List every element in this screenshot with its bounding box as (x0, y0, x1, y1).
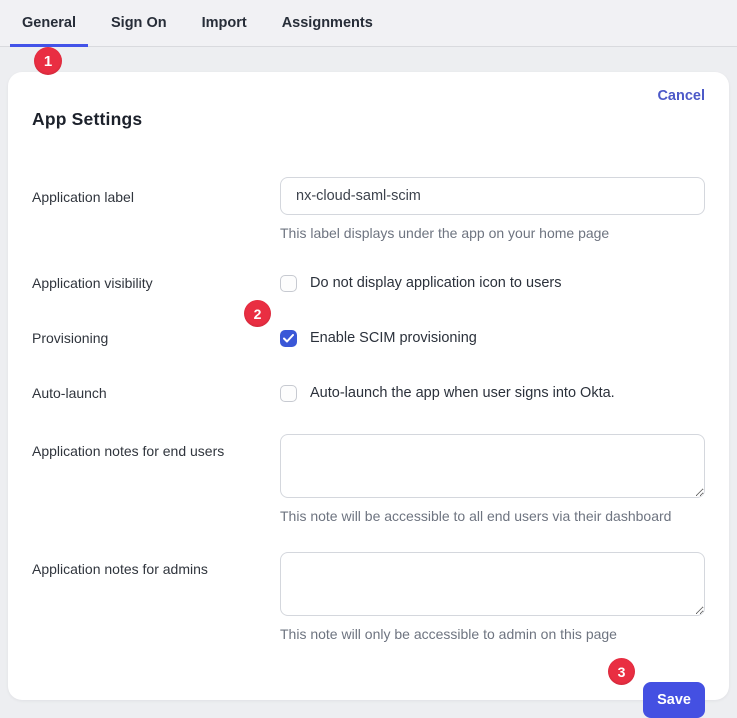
auto-launch-checkbox-field[interactable] (280, 384, 705, 402)
save-row (32, 682, 705, 718)
notes-end-users-label: Application notes for end users (32, 443, 225, 460)
application-visibility-label: Application visibility (32, 275, 153, 292)
enable-scim-checkbox[interactable] (280, 330, 297, 347)
provisioning-row (32, 329, 705, 347)
cancel-button[interactable]: Cancel (657, 88, 705, 104)
application-label-row (32, 177, 705, 241)
enable-scim-checkbox-label: Enable SCIM provisioning (310, 330, 477, 347)
checkmark-icon (283, 334, 294, 343)
application-label-input[interactable] (280, 177, 705, 215)
application-label-helper: This label displays under the app on your home page (280, 225, 610, 242)
notes-end-users-row (32, 434, 705, 524)
step-2-badge: 2 (244, 300, 271, 327)
auto-launch-label: Auto-launch (32, 385, 107, 402)
step-3-badge: 3 (608, 658, 635, 685)
hide-app-icon-checkbox[interactable] (280, 275, 297, 292)
application-visibility-row (32, 274, 705, 292)
panel-header (32, 72, 705, 141)
notes-admins-row (32, 552, 705, 642)
app-settings-panel (8, 72, 729, 709)
tab-assignments[interactable]: Assignments (281, 15, 373, 31)
auto-launch-checkbox[interactable] (280, 385, 297, 402)
tab-general[interactable]: General (22, 0, 76, 46)
notes-admins-label: Application notes for admins (32, 561, 208, 578)
tab-import[interactable]: Import (201, 15, 247, 31)
hide-app-icon-checkbox-field[interactable] (280, 274, 705, 292)
app-tab-bar (0, 0, 737, 47)
page-title: App Settings (32, 108, 143, 129)
enable-scim-checkbox-field[interactable] (280, 329, 705, 347)
application-label-label: Application label (32, 189, 134, 206)
notes-end-users-helper: This note will be accessible to all end users via their dashboard (280, 508, 672, 525)
tab-sign-on[interactable]: Sign On (111, 15, 167, 31)
step-1-badge: 1 (34, 47, 62, 75)
notes-admins-textarea[interactable] (280, 552, 705, 616)
hide-app-icon-checkbox-label: Do not display application icon to users (310, 275, 562, 292)
provisioning-label: Provisioning (32, 330, 109, 347)
auto-launch-row (32, 384, 705, 402)
auto-launch-checkbox-label: Auto-launch the app when user signs into Okta. (310, 385, 615, 402)
notes-end-users-textarea[interactable] (280, 434, 705, 498)
notes-admins-helper: This note will only be accessible to admin on this page (280, 626, 617, 643)
save-button[interactable]: Save (643, 682, 705, 718)
